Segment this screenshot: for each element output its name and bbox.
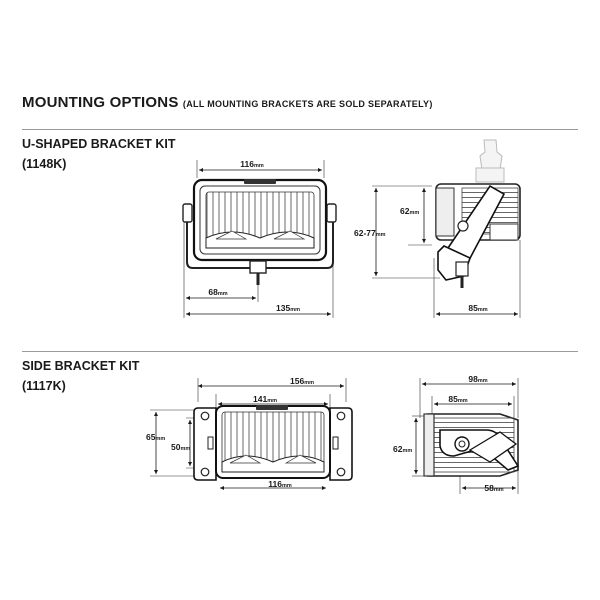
dim-label-62: 62mm: [400, 206, 420, 216]
dim-label-116-side: 116mm: [268, 479, 292, 489]
section-name: SIDE BRACKET KIT: [22, 359, 140, 373]
dim-label-116: 116mm: [240, 159, 264, 169]
section-name: U-SHAPED BRACKET KIT: [22, 137, 176, 151]
section-code: (1117K): [22, 379, 66, 393]
dim-label-65: 65mm: [146, 432, 166, 442]
section-code: (1148K): [22, 157, 67, 171]
dim-label-68: 68mm: [208, 287, 228, 297]
title-note: (ALL MOUNTING BRACKETS ARE SOLD SEPARATELY): [182, 99, 433, 109]
title-text: MOUNTING OPTIONS: [22, 94, 179, 111]
dim-label-85-u: 85mm: [468, 303, 488, 313]
dim-label-156: 156mm: [290, 376, 314, 386]
dim-label-62-77: 62-77mm: [354, 228, 386, 238]
u-bracket-side-view: [372, 140, 520, 318]
dim-label-98: 98mm: [468, 374, 488, 384]
dim-label-58: 58mm: [484, 483, 504, 493]
dim-label-135: 135mm: [276, 303, 300, 313]
dim-label-141: 141mm: [253, 394, 277, 404]
u-bracket-front-view: [183, 160, 336, 318]
dim-label-50: 50mm: [171, 442, 191, 452]
side-bracket-side-view: [412, 378, 518, 494]
dim-label-62-side: 62mm: [393, 444, 413, 454]
dim-label-85-side: 85mm: [448, 394, 468, 404]
side-bracket-front-view: [150, 378, 352, 480]
